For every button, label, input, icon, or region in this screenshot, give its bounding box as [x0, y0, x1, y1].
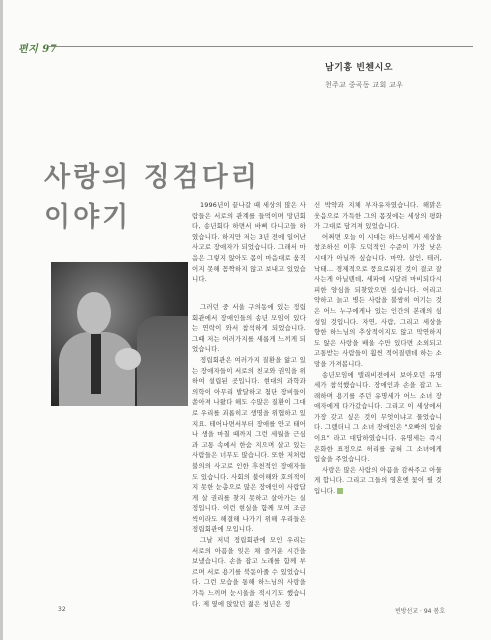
title-line-2: 이야기	[44, 202, 132, 233]
author-block	[325, 60, 445, 90]
paragraph-last	[314, 465, 442, 497]
photo-background-people	[137, 316, 188, 406]
paragraph: 송년모임에 탤리비전에서 보아오던 유명세가 참석했습니다. 장애인과 손을 잡고 노래하며 용기를 주던 유명세가 어느 소녀 장애자에게 다가갔습니다. 그리고 이 세상에서 가장 갖고 싶은 것이 무엇이냐고 물었습니다. 그랬더니 그 소녀 장애인은 "오빠의 입술이요" 라고 대답하였습니다. 유명세는 즉시 온화한 표정으로 허리를 굽혀 그 소녀에게 입술을 주었습니다.	[314, 370, 442, 464]
column-2-body	[314, 200, 442, 497]
photo-figure-tie	[91, 334, 101, 394]
end-mark-icon	[337, 488, 343, 494]
column-1-body	[192, 302, 306, 609]
photo-figure-hand	[115, 348, 141, 370]
title-line-1: 사랑의 징검다리	[44, 162, 260, 193]
page-number: 32	[58, 606, 66, 613]
author-name: 남기홍 빈첸시오	[325, 63, 393, 73]
column-1-top	[192, 200, 306, 285]
photo-author-icon	[51, 262, 188, 406]
paragraph: 그러던 중 서울 구의동에 있는 정립회관에서 장애인들의 송년 모임이 있다는 연락이 와서 참석하게 되었습니다. 그때 저는 여러가지를 새롭게 느끼게 되었습니다.	[192, 303, 306, 354]
paragraph-text: 사랑은 많은 사람의 아픔을 감싸주고 아물게 합니다. 그리고 그들의 영혼엔 꽃이 필 것입니다.	[314, 465, 442, 496]
paragraph: 그날 저녁 정립회관에 모인 우리는 서로의 아픔을 잊은 채 즐거운 시간을 보냈습니다. 손을 잡고 노래를 함께 부르며 서로 용기를 북돋아줄 수 있었습니다. 그런 모습을 통해 하느님의 사랑을 가득 느끼며 눈시울을 적시기도 했습니다. 제 옆에 앉았던 젊은 청년은 정	[192, 536, 306, 608]
header-rule	[48, 46, 473, 47]
photo-figure-head	[77, 292, 111, 334]
paragraph: 어쩌면 오늘 이 시대는 하느님께서 세상을 창조하신 이후 도덕적인 수준이 가장 낮은 시대가 아닐까 싶습니다. 마약, 살인, 테러, 낙태… 경제적으로 풍요로워진 것이 결코 잘 사는게 아닐텐데, 세파에 시달려 마비되다시피한 양심을 되찾았으면 싶습니다. 어리고 약하고 늙고 병든 사람을 불쌍히 여기는 것은 어느 누구에게나 있는 인간의 본래의 심성일 것입니다. 자연, 사람, 그리고 세상을 향한 하느님의 추상적이지도 않고 막연하지도 않은 사랑을 배울 수만 있다면 소외되고 고통받는 사람들이 훨씬 적어질텐데 하는 소망을 가져봅니다.	[314, 232, 442, 368]
paragraph: 1996년이 끝나갈 때 세상의 많은 사람들은 서로의 관계를 들먹이며 망년회다, 송년회다 하면서 바삐 다니고들 하였습니다. 하지만 저는 3년 전에 일어난 사고로 장애자가 되었습니다. 그래서 마음은 그렇지 않아도 몸이 마음대로 움직이지 못해 꼼짝하지 않고 보내고 있었습니다.	[192, 201, 306, 284]
author-affiliation: 천주교 중곡동 교회 교우	[325, 81, 404, 89]
section-label: 편지 97	[18, 44, 58, 55]
binding-edge	[0, 0, 3, 640]
publication-footer: 빈방선교 · 94 봄호	[394, 608, 445, 615]
paragraph: 신 박약과 지체 부자유자였습니다. 해맑은 웃음으로 가득한 그의 몸짓에는 세상의 평화가 그대로 담겨져 있었습니다.	[314, 201, 442, 231]
paragraph: 정립회관은 여러가지 질환을 앓고 있는 장애자들이 서로의 친교와 권익을 위하여 설립된 곳입니다. 현대의 과학과 의학이 아무리 발달하고 첨단 장비들이 쏟아져 나왔다 해도 수많은 질환이 그대로 우리를 괴롭히고 생명을 위협하고 있지요. 테어나면서부터 장애를 안고 태어나 생을 마칠 때까지 그런 세월을 근심과 고통 속에서 한숨 지으며 살고 있는 사람들은 너무도 많습니다. 또한 저처럼 불의의 사고로 인한 후천적인 장애자들도 있습니다. 사회의 불이해와 호의적이지 못한 눈총으로 많은 장애인이 사람답게 살 권리를 찾지 못하고 살아가는 실정입니다. 이런 현실을 함께 모여 조금씩이라도 해결해 나가기 위해 우리들은 정립회관에 모입니다.	[192, 355, 306, 534]
